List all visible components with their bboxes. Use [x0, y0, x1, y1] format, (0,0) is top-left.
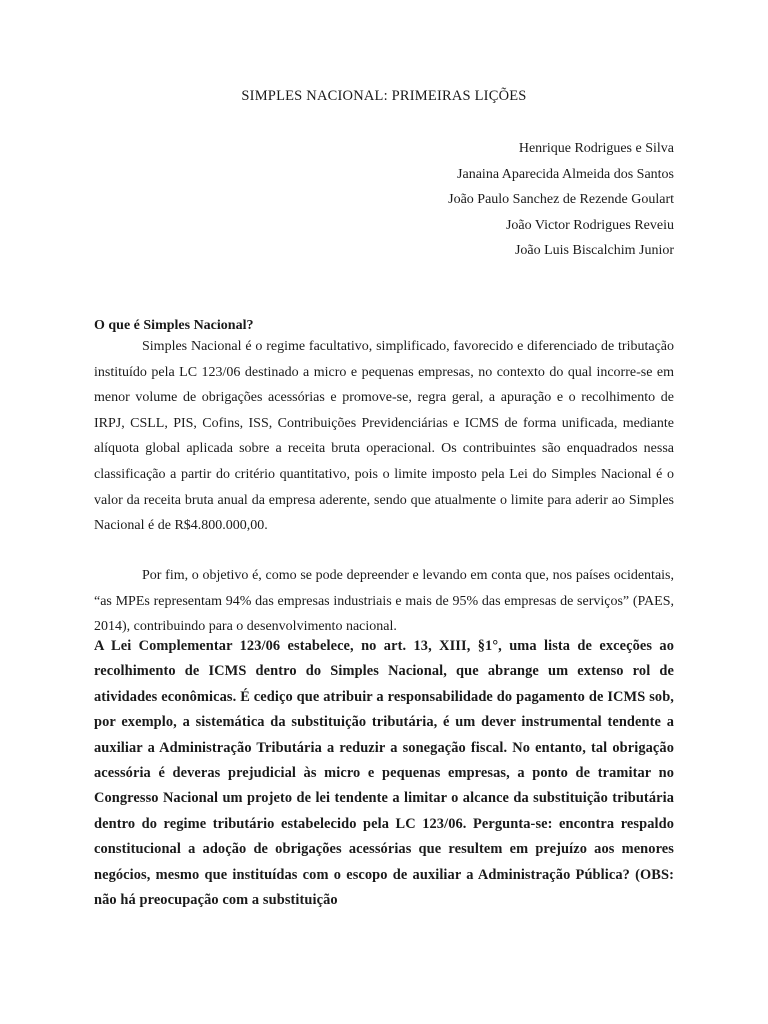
body-paragraph: Simples Nacional é o regime facultativo, simplificado, favorecido e diferenciado de tributação instituído pela LC 123/06 destinado a micro e pequenas empresas, no contexto do qual incorre-se em menor volume de obrigações acessórias e promove-se, regra geral, a apuração e o recolhimento de IRPJ, CSLL, PIS, Cofins, ISS, Contribuições Previdenciárias e ICMS de forma unificada, mediante alíquota global aplicada sobre a receita bruta operacional. Os contribuintes são enquadrados nessa classificação a partir do critério quantitativo, pois o limite imposto pela Lei do Simples Nacional é o valor da receita bruta anual da empresa aderente, sendo que atualmente o limite para aderir ao Simples Nacional é de R$4.800.000,00.: [94, 339, 674, 534]
author-name: Janaina Aparecida Almeida dos Santos: [457, 166, 674, 182]
body-paragraph: Por fim, o objetivo é, como se pode depreender e levando em conta que, nos países ocidentais, “as MPEs representam 94% das empresas industriais e mais de 95% das empresas de serviços” (PAES, 2014), contribuindo para o desenvolvimento nacional.: [94, 568, 674, 635]
author-name: João Paulo Sanchez de Rezende Goulart: [448, 192, 674, 208]
document-title: SIMPLES NACIONAL: PRIMEIRAS LIÇÕES: [241, 88, 527, 104]
author-name: João Victor Rodrigues Reveiu: [505, 217, 674, 233]
author-name: João Luis Biscalchim Junior: [514, 243, 674, 259]
section-heading: O que é Simples Nacional?: [94, 318, 254, 333]
bold-research-question: A Lei Complementar 123/06 estabelece, no art. 13, XIII, §1°, uma lista de exceções ao recolhimento de ICMS dentro do Simples Nacional, que abrange um extenso rol de atividades econômicas. É cediço que atribuir a responsabilidade do pagamento de ICMS sob, por exemplo, a sistemática da substituição tributária, é um dever instrumental tendente a auxiliar a Administração Tributária a reduzir a sonegação fiscal. No entanto, tal obrigação acessória é deveras prejudicial às micro e pequenas empresas, a ponto de tramitar no Congresso Nacional um projeto de lei tendente a limitar o alcance da substituição tributária dentro do regime tributário estabelecido pela LC 123/06. Pergunta-se: encontra respaldo constitucional a adoção de obrigações acessórias que resultem em prejuízo aos menores negócios, mesmo que instituídas com o escopo de auxiliar a Administração Pública? (OBS: não há preocupação com a substituição: [94, 638, 674, 909]
author-list: [448, 136, 674, 264]
author-name: Henrique Rodrigues e Silva: [518, 141, 674, 156]
